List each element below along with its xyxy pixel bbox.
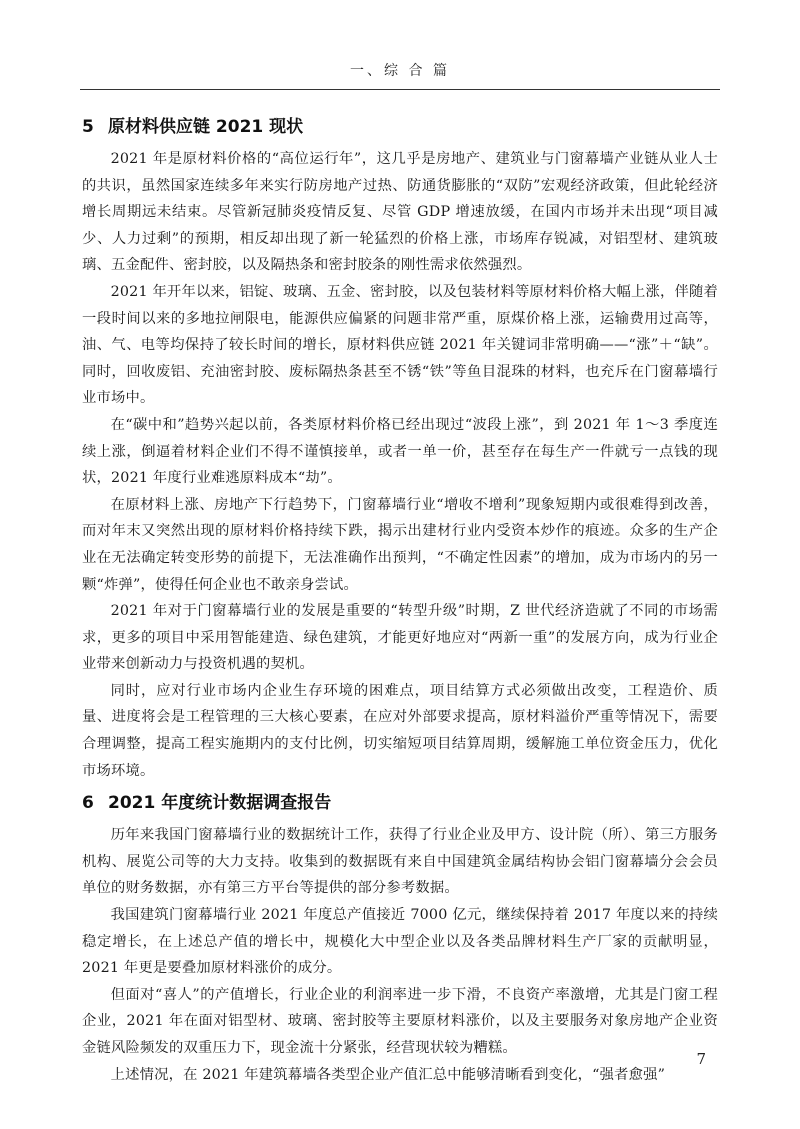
section-title: 原材料供应链 2021 现状 xyxy=(108,117,304,137)
section-heading-5 xyxy=(82,114,718,140)
paragraph: 我国建筑门窗幕墙行业 2021 年度总产值接近 7000 亿元，继续保持着 2017 年度以来的持续稳定增长，在上述总产值的增长中，规模化大中型企业以及各类品牌材料生产厂家的贡献明显，2021 年更是要叠加原材料涨价的成分。 xyxy=(82,907,718,977)
section-number: 5 xyxy=(82,117,94,137)
section-number: 6 xyxy=(82,793,94,814)
section-title: 2021 年度统计数据调查报告 xyxy=(108,793,332,814)
paragraph: 上述情况，在 2021 年建筑幕墙各类型企业产值汇总中能够清晰看到变化，“强者愈强” xyxy=(110,1066,666,1083)
paragraph: 在原材料上涨、房地产下行趋势下，门窗幕墙行业“增收不增利”现象短期内或很难得到改善，而对年末又突然出现的原材料价格持续下跌，揭示出建材行业内受资本炒作的痕迹。众多的生产企业在无法确定转变形势的前提下，无法准确作出预判，“不确定性因素”的增加，成为市场内的另一颗“炸弹”，使得任何企业也不敢亲身尝试。 xyxy=(82,496,718,593)
paragraph: 历年来我国门窗幕墙行业的数据统计工作，获得了行业企业及甲方、设计院（所）、第三方服务机构、展览公司等的大力支持。收集到的数据既有来自中国建筑金属结构协会铝门窗幕墙分会会员单位的财务数据，亦有第三方平台等提供的部分参考数据。 xyxy=(82,827,718,897)
paragraph: 2021 年是原材料价格的“高位运行年”，这几乎是房地产、建筑业与门窗幕墙产业链从业人士的共识，虽然国家连续多年来实行防房地产过热、防通货膨胀的“双防”宏观经济政策，但此轮经济增长周期远未结束。尽管新冠肺炎疫情反复、尽管 GDP 增速放缓，在国内市场并未出现“项目减少、人力过剩”的预期，相反却出现了新一轮猛烈的价格上涨，市场库存锐减，对铝型材、建筑玻璃、五金配件、密封胶，以及隔热条和密封胶条的刚性需求依然强烈。 xyxy=(82,151,718,274)
paragraph: 同时，应对行业市场内企业生存环境的困难点，项目结算方式必须做出改变，工程造价、质量、进度将会是工程管理的三大核心要素，在应对外部要求提高，原材料溢价严重等情况下，需要合理调整，提高工程实施期内的支付比例，切实缩短项目结算周期，缓解施工单位资金压力，优化市场环境。 xyxy=(82,682,718,779)
page-content xyxy=(82,112,718,1088)
page-number: 7 xyxy=(696,1050,706,1068)
paragraph: 2021 年开年以来，铝锭、玻璃、五金、密封胶，以及包装材料等原材料价格大幅上涨，伴随着一段时间以来的多地拉闸限电，能源供应偏紧的问题非常严重，原煤价格上涨，运输费用过高等，油、气、电等均保持了较长时间的增长，原材料供应链 2021 年关键词非常明确——“涨”＋“缺”。同时，回收废铝、充油密封胶、废标隔热条甚至不锈“铁”等鱼目混珠的材料，也充斥在门窗幕墙行业市场中。 xyxy=(82,283,718,407)
section-heading-6 xyxy=(82,790,718,816)
running-header: 一、综 合 篇 xyxy=(350,63,450,79)
paragraph: 但面对“喜人”的产值增长，行业企业的利润率进一步下滑，不良资产率激增，尤其是门窗工程企业，2021 年在面对铝型材、玻璃、密封胶等主要原材料涨价，以及主要服务对象房地产企业资金链风险频发的双重压力下，现金流十分紧张，经营现状较为糟糕。 xyxy=(82,986,718,1056)
header-rule xyxy=(80,89,720,90)
paragraph: 2021 年对于门窗幕墙行业的发展是重要的“转型升级”时期，Z 世代经济造就了不同的市场需求，更多的项目中采用智能建造、绿色建筑，才能更好地应对“两新一重”的发展方向，成为行业企业带来创新动力与投资机遇的契机。 xyxy=(82,603,718,673)
paragraph: 在“碳中和”趋势兴起以前，各类原材料价格已经出现过“波段上涨”，到 2021 年 1～3 季度连续上涨，倒逼着材料企业们不得不谨慎接单，或者一单一价，甚至存在每生产一件就亏一点钱的现状，2021 年度行业难逃原料成本“劫”。 xyxy=(82,416,718,487)
